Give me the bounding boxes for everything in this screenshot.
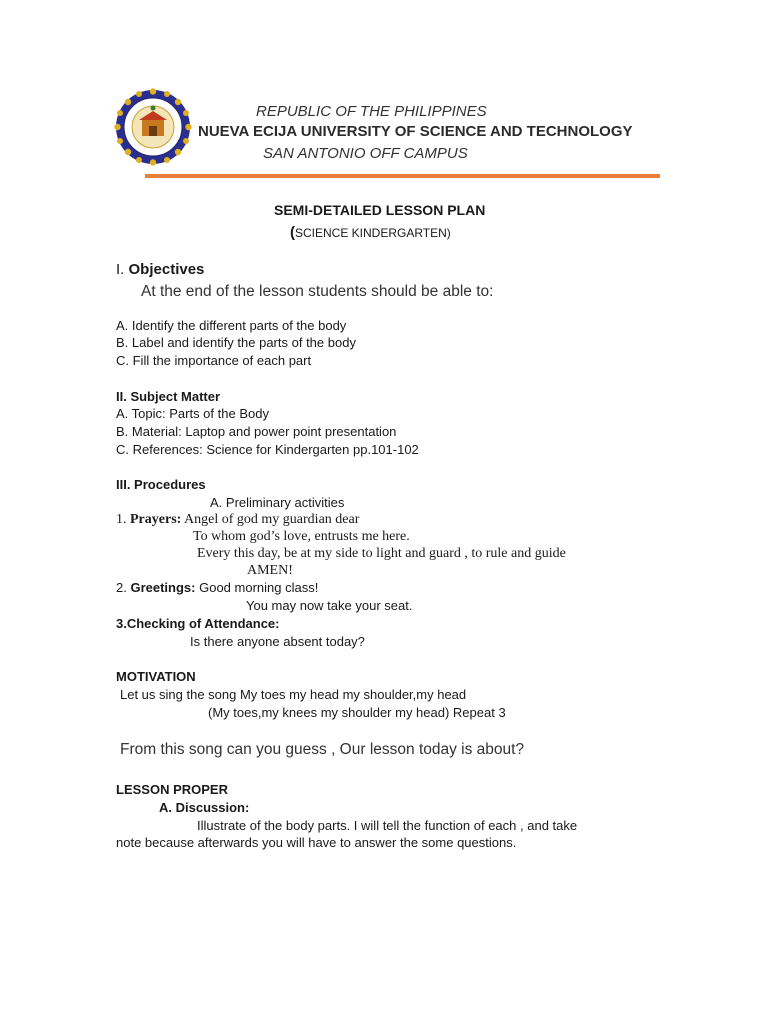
university-seal-icon [114,88,192,166]
greetings-text: You may now take your seat. [246,598,413,613]
prayer-text: Every this day, be at my side to light and guard , to rule and guide [197,546,566,561]
greetings-number: 2. [116,580,131,595]
objectives-heading [116,261,204,278]
subject-matter-item: C. References: Science for Kindergarten pp.101-102 [116,442,419,457]
document-subtitle [290,224,451,241]
discussion-text: note because afterwards you will have to answer the some questions. [116,835,517,850]
objectives-title: Objectives [128,261,205,278]
discussion-text: Illustrate of the body parts. I will tell the function of each , and take [197,818,578,833]
university-name: NUEVA ECIJA UNIVERSITY OF SCIENCE AND TECHNOLOGY [198,123,633,140]
objective-item: B. Label and identify the parts of the body [116,335,356,350]
motivation-text: (My toes,my knees my shoulder my head) Repeat 3 [208,705,506,720]
objective-item: A. Identify the different parts of the body [116,318,347,333]
procedures-heading: III. Procedures [116,477,206,492]
document-title: SEMI-DETAILED LESSON PLAN [274,202,486,218]
prayer-label: Prayers: [130,512,182,527]
objective-item: C. Fill the importance of each part [116,353,312,368]
greetings-text: Good morning class! [195,580,319,595]
motivation-heading: MOTIVATION [116,669,196,684]
prayer-text: To whom god’s love, entrusts me here. [193,529,410,544]
prayer-number: 1. [116,512,130,527]
subtitle-paren: ( [290,224,295,241]
objectives-intro: At the end of the lesson students should be able to: [141,283,494,300]
subject-matter-heading: II. Subject Matter [116,389,221,404]
prayer-text: AMEN! [247,563,293,578]
discussion-heading: A. Discussion: [159,800,250,815]
campus-name: SAN ANTONIO OFF CAMPUS [263,145,468,162]
subtitle-text: SCIENCE KINDERGARTEN) [295,226,451,240]
motivation-question: From this song can you guess , Our lesson today is about? [120,741,525,758]
republic-heading: REPUBLIC OF THE PHILIPPINES [256,103,487,120]
attendance-heading: 3.Checking of Attendance: [116,616,280,631]
objectives-numeral: I. [116,261,129,278]
header-divider [145,174,660,178]
prayer-text: Angel of god my guardian dear [181,512,360,527]
subject-matter-item: A. Topic: Parts of the Body [116,406,269,421]
attendance-question: Is there anyone absent today? [190,634,365,649]
motivation-text: Let us sing the song My toes my head my shoulder,my head [120,687,467,702]
subject-matter-item: B. Material: Laptop and power point presentation [116,424,397,439]
prayer-line [116,512,359,528]
greetings-line [116,580,318,595]
greetings-label: Greetings: [130,580,196,595]
preliminary-activities: A. Preliminary activities [210,495,345,510]
lesson-proper-heading: LESSON PROPER [116,782,228,797]
